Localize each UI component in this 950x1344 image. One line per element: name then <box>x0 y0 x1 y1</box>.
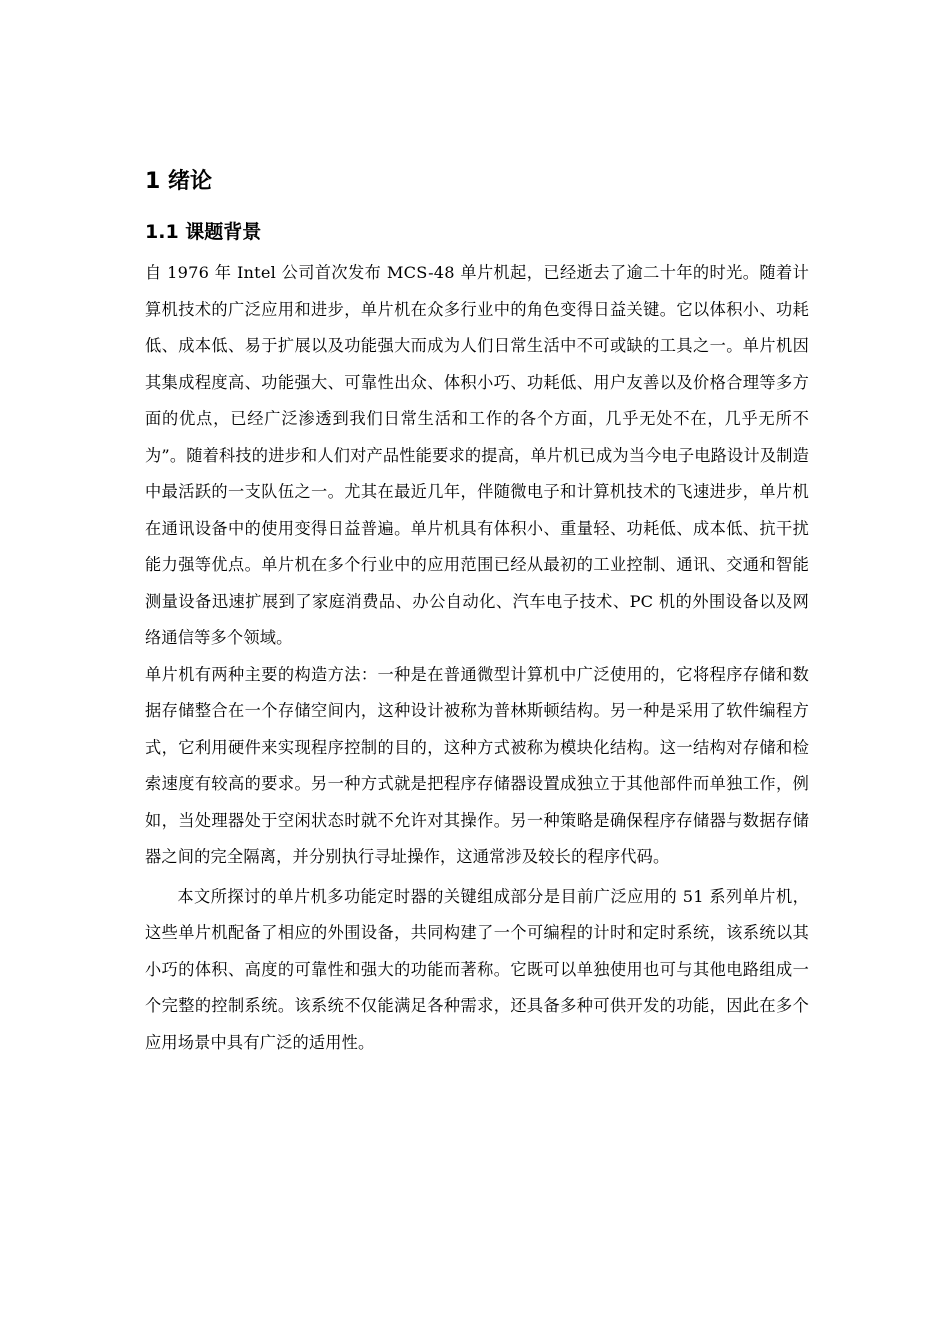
section-title: 1.1 课题背景 <box>145 221 262 243</box>
page-content <box>145 165 809 1061</box>
paragraph-system: 本文所探讨的单片机多功能定时器的关键组成部分是目前广泛应用的 51 系列单片机，这些单片机配备了相应的外围设备，共同构建了一个可编程的计时和定时系统，该系统以其小巧的体积、高度的可靠性和强大的功能而著称。它既可以单独使用也可与其他电路组成一个完整的控制系统。该系统不仅能满足各种需求，还具备多种可供开发的功能，因此在多个应用场景中具有广泛的适用性。 <box>145 886 809 1052</box>
paragraph-structure: 单片机有两种主要的构造方法：一种是在普通微型计算机中广泛使用的，它将程序存储和数据存储整合在一个存储空间内，这种设计被称为普林斯顿结构。另一种是采用了软件编程方式，它利用硬件来实现程序控制的目的，这种方式被称为模块化结构。这一结构对存储和检索速度有较高的要求。另一种方式就是把程序存储器设置成独立于其他部件而单独工作，例如，当处理器处于空闲状态时就不允许对其操作。另一种策略是确保程序存储器与数据存储器之间的完全隔离，并分别执行寻址操作，这通常涉及较长的程序代码。 <box>145 664 809 866</box>
chapter-title: 1 绪论 <box>145 169 212 194</box>
paragraph-background: 自 1976 年 Intel 公司首次发布 MCS-48 单片机起，已经逝去了逾二十年的时光。随着计算机技术的广泛应用和进步，单片机在众多行业中的角色变得日益关键。它以体积小、功耗低、成本低、易于扩展以及功能强大而成为人们日常生活中不可或缺的工具之一。单片机因其集成程度高、功能强大、可靠性出众、体积小巧、功耗低、用户友善以及价格合理等多方面的优点，已经广泛渗透到我们日常生活和工作的各个方面，几乎无处不在，几乎无所不为”。随着科技的进步和人们对产品性能要求的提高，单片机已成为当今电子电路设计及制造中最活跃的一支队伍之一。尤其在最近几年，伴随微电子和计算机技术的飞速进步，单片机在通讯设备中的使用变得日益普遍。单片机具有体积小、重量轻、功耗低、成本低、抗干扰能力强等优点。单片机在多个行业中的应用范围已经从最初的工业控制、通讯、交通和智能测量设备迅速扩展到了家庭消费品、办公自动化、汽车电子技术、PC 机的外围设备以及网络通信等多个领域。 <box>145 263 809 647</box>
